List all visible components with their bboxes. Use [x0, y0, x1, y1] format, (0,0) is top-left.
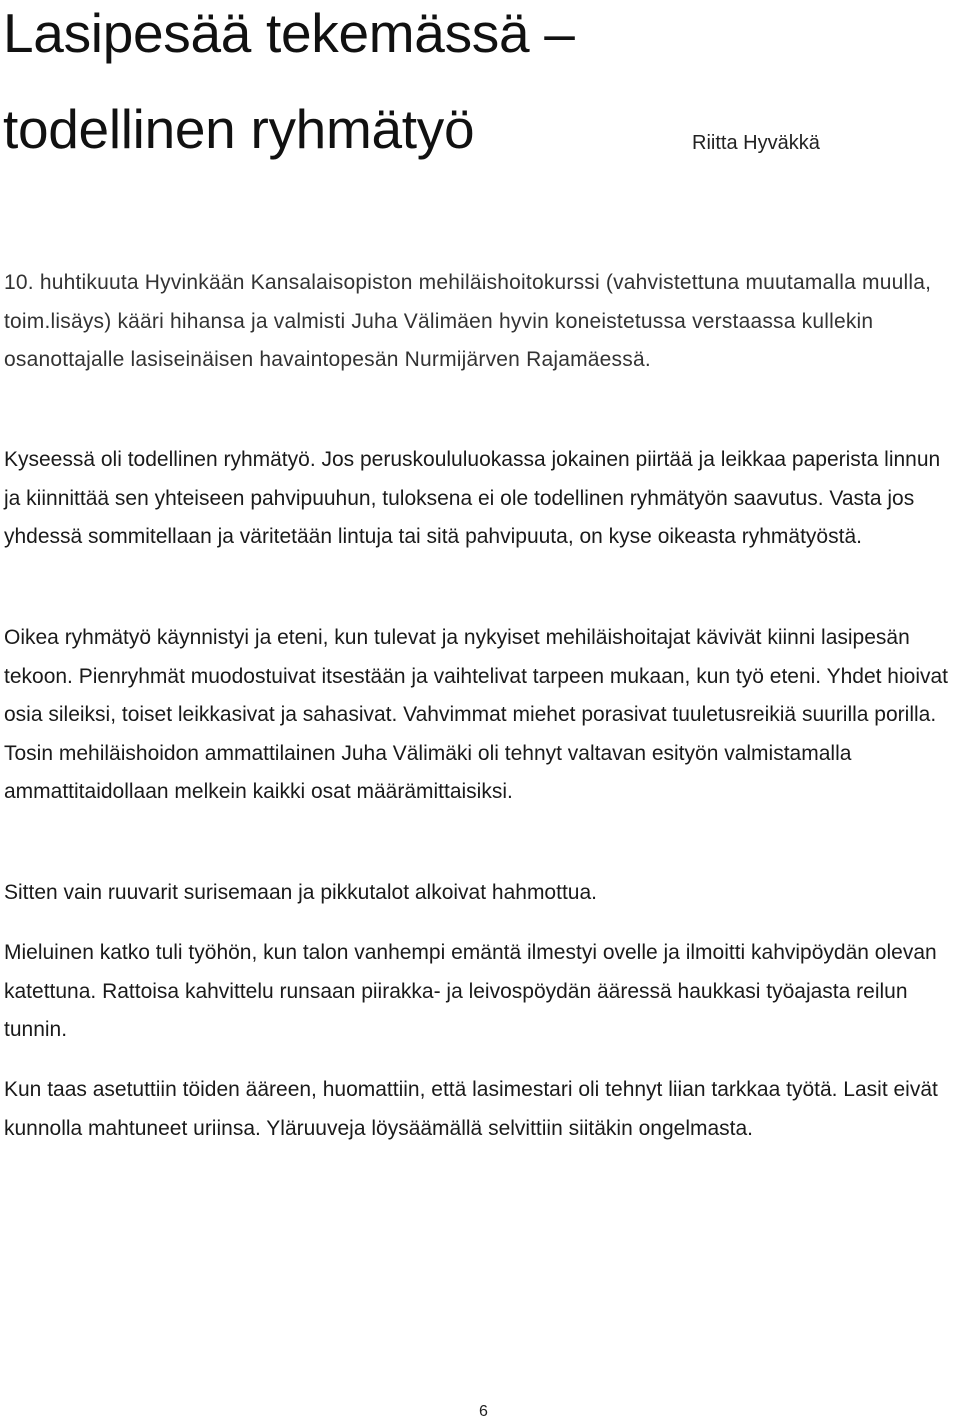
title-line-2: todellinen ryhmätyö: [3, 98, 475, 160]
author-name: Riitta Hyväkkä: [692, 132, 820, 154]
paragraph-glass-fix: Kun taas asetuttiin töiden ääreen, huomattiin, että lasimestari oli tehnyt liian tarkkaa työtä. Lasit eivät kunnolla mahtuneet uriinsa. Yläruuveja löysäämällä selvittiin siitäkin ongelmasta.: [4, 1078, 938, 1140]
paragraph-group-work: Kyseessä oli todellinen ryhmätyö. Jos peruskoululuokassa jokainen piirtää ja leikkaa paperista linnun ja kiinnittää sen yhteiseen pahvipuuhun, tuloksena ei ole todellinen ryhmätyön saavutus. Vasta jos yhdessä sommitellaan ja väritetään lintuja tai sitä pahvipuuta, on kyse oikeasta ryhmätyöstä.: [4, 448, 941, 548]
paragraph-real-group-work: Oikea ryhmätyö käynnistyi ja eteni, kun tulevat ja nykyiset mehiläishoitajat kävivät kiinni lasipesän tekoon. Pienryhmät muodostuivat itsestään ja vaihtelivat tarpeen mukaan, kun työ eteni. Yhdet hioivat osia sileiksi, toiset leikkasivat ja sahasivat. Vahvimmat miehet porasivat tuuletusreikiä suurilla porilla. Tosin mehiläishoidon ammattilainen Juha Välimäki oli tehnyt valtavan esityön valmistamalla ammattitaidollaan melkein kaikki osat määrämittaisiksi.: [4, 626, 949, 803]
paragraph-intro: 10. huhtikuuta Hyvinkään Kansalaisopiston mehiläishoitokurssi (vahvistettuna muutamalla muulla, toim.lisäys) kääri hihansa ja valmisti Juha Välimäen hyvin koneistetussa verstaassa kullekin osanottajalle lasiseinäisen havaintopesän Nurmijärven Rajamäessä.: [4, 271, 932, 371]
title-line-1: Lasipesää tekemässä –: [3, 2, 575, 64]
paragraph-coffee-break: Mieluinen katko tuli työhön, kun talon vanhempi emäntä ilmestyi ovelle ja ilmoitti kahvipöydän olevan katettuna. Rattoisa kahvittelu runsaan piirakka- ja leivospöydän ääressä haukkasi työajasta reilun tunnin.: [4, 941, 937, 1041]
paragraph-screwdrivers: Sitten vain ruuvarit surisemaan ja pikkutalot alkoivat hahmottua.: [4, 881, 597, 904]
page-number: 6: [479, 1403, 488, 1420]
